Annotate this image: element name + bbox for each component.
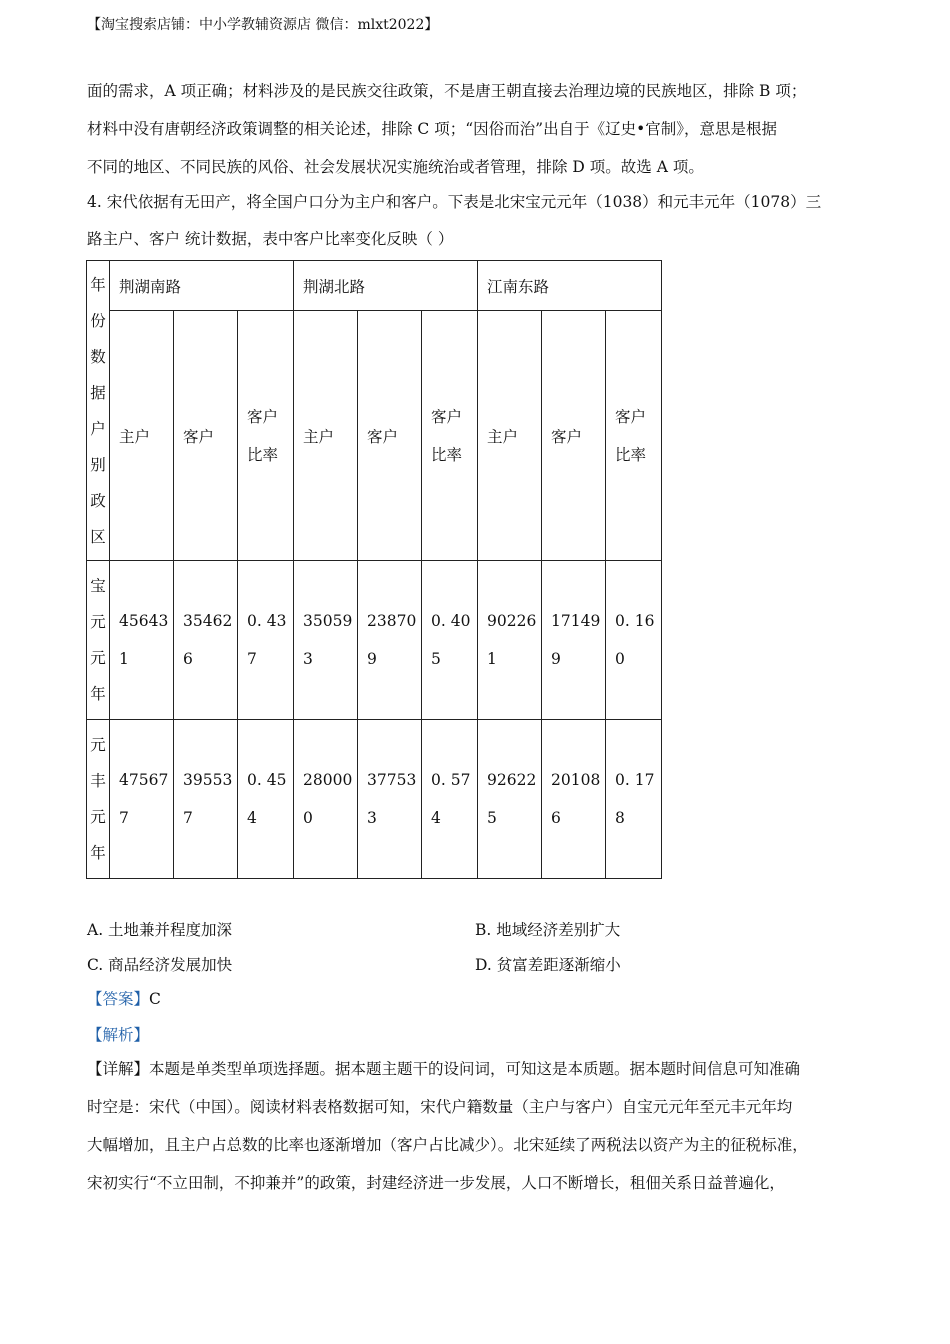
option-d[interactable]: D. 贫富差距逐渐缩小 [475, 956, 621, 974]
table-cell: 0. 57 4 [422, 720, 478, 879]
answer-value: C [149, 990, 161, 1008]
region-header: 江南东路 [478, 261, 662, 311]
table-cell: 0. 17 8 [606, 720, 662, 879]
table-row [87, 561, 662, 720]
col-header-host: 主户 [478, 311, 542, 561]
table-cell: 39553 7 [174, 720, 238, 879]
option-b[interactable]: B. 地域经济差别扩大 [475, 921, 621, 939]
detail-label: 【详解】 [87, 1060, 150, 1078]
region-header: 荆湖北路 [294, 261, 478, 311]
year-label: 宝 元 元 年 [87, 561, 110, 720]
col-header-ratio: 客户 比率 [422, 311, 478, 561]
table-cell: 0. 45 4 [238, 720, 294, 879]
table-cell: 35462 6 [174, 561, 238, 720]
year-label: 元 丰 元 年 [87, 720, 110, 879]
table-cell: 17149 9 [542, 561, 606, 720]
population-table [86, 260, 662, 879]
table-cell: 28000 0 [294, 720, 358, 879]
question-stem: 4. 宋代依据有无田产，将全国户口分为主户和客户。下表是北宋宝元元年（1038）和元丰元年（1078）三 [87, 193, 822, 211]
table-cell: 23870 9 [358, 561, 422, 720]
prev-analysis-line: 材料中没有唐朝经济政策调整的相关论述，排除 C 项；“因俗而治”出自于《辽史•官制》，意思是根据 [87, 120, 777, 138]
table-cell: 37753 3 [358, 720, 422, 879]
col-header-guest: 客户 [542, 311, 606, 561]
detail-line: 大幅增加，且主户占总数的比率也逐渐增加（客户占比减少）。北宋延续了两税法以资产为主的征税标准， [87, 1136, 808, 1154]
col-header-host: 主户 [110, 311, 174, 561]
question-stem: 路主户、客户 统计数据，表中客户比率变化反映（ ） [87, 230, 454, 248]
table-cell: 0. 43 7 [238, 561, 294, 720]
col-header-guest: 客户 [174, 311, 238, 561]
table-cell: 35059 3 [294, 561, 358, 720]
detail-line: 宋初实行“不立田制，不抑兼并”的政策，封建经济进一步发展，人口不断增长，租佃关系日益普遍化， [87, 1174, 785, 1192]
col-header-ratio: 客户 比率 [238, 311, 294, 561]
option-c[interactable]: C. 商品经济发展加快 [87, 956, 233, 974]
prev-analysis-line: 不同的地区、不同民族的风俗、社会发展状况实施统治或者管理，排除 D 项。故选 A 项。 [87, 158, 704, 176]
table-cell: 47567 7 [110, 720, 174, 879]
region-header: 荆湖南路 [110, 261, 294, 311]
detail-line: 时空是：宋代（中国）。阅读材料表格数据可知，宋代户籍数量（主户与客户）自宝元元年至元丰元年均 [87, 1098, 793, 1116]
table-cell: 45643 1 [110, 561, 174, 720]
answer-line [87, 988, 161, 1010]
corner-header: 年 份 数 据 户 别 政 区 [87, 261, 110, 561]
analysis-label: 【解析】 [87, 1026, 150, 1044]
page-header: 【淘宝搜索店铺：中小学教辅资源店 微信：mlxt2022】 [87, 17, 439, 33]
table-cell: 20108 6 [542, 720, 606, 879]
option-a[interactable]: A. 土地兼并程度加深 [87, 921, 233, 939]
table-cell: 0. 16 0 [606, 561, 662, 720]
col-header-guest: 客户 [358, 311, 422, 561]
detail-line: 【详解】本题是单类型单项选择题。据本题主题干的设问词，可知这是本质题。据本题时间信息可知准确 [87, 1060, 801, 1078]
prev-analysis-line: 面的需求，A 项正确；材料涉及的是民族交往政策，不是唐王朝直接去治理边境的民族地区，排除 B 项； [87, 82, 807, 100]
col-header-ratio: 客户 比率 [606, 311, 662, 561]
table-row [87, 720, 662, 879]
table-cell: 90226 1 [478, 561, 542, 720]
table-cell: 92622 5 [478, 720, 542, 879]
col-header-host: 主户 [294, 311, 358, 561]
table-cell: 0. 40 5 [422, 561, 478, 720]
answer-label: 【答案】 [87, 990, 150, 1008]
